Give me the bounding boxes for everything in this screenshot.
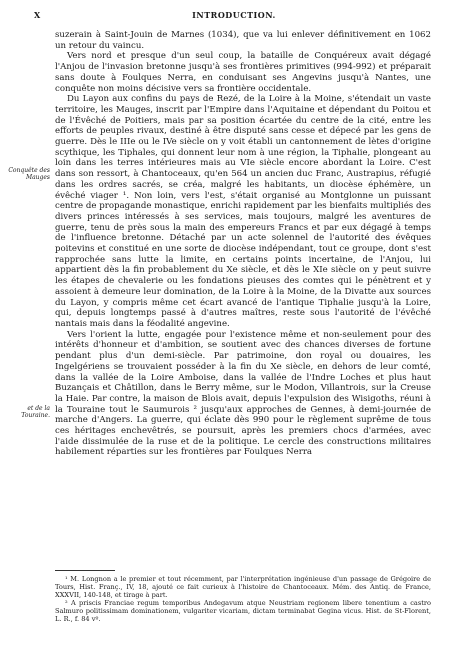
margin-note-mauges: Conquête des Mauges [8,167,50,181]
paragraph: Du Layon aux confins du pays de Rezé, de la Loire à la Moine, s'étendait un vaste territoire, les Mauges, inscrit par l'Empire dans l'Aquitaine et dépendant du Poitou et de l'Évêché de Poitiers, mais par sa position écartée du centre de la cité, entre les efforts de peuples rivaux, destiné à être disputé sans cesse et dépecé par les gens de guerre. Dès le IIIe ou le IVe siècle on y voit établi un cantonnement de lètes d'origine scythique, les Tiphales, qui donnent leur nom à une région, la Tiphalie, plongeant au loin dans les terres intérieures mais au VIe siècle encore abordant la Loire. C'est dans son ressort, à Chantoceaux, qu'en 564 un ancien duc Franc, Austrapius, réfugié dans les ordres sacrés, se créa, malgré les habitants, un diocèse éphémère, un évêché viager ¹. Non loin, vers l'est, s'était organisé au Montglonne un puissant centre de propagande monastique, enrichi rapidement par les bienfaits multipliés des divers princes intéressés à ses services, mais toujours, malgré les aventures de guerre, tenu de près sous la main des empereurs Francs et par eux dégagé à temps de l'influence bretonne. Détaché par un acte solennel de l'autorité des évêques poitevins et constitué en une sorte de diocèse indépendant, tout ce groupe, dont s'est rapprochée sans lutte la limite, en certains points incertaine, de l'Anjou, lui appartient dès la fin probablement du Xe siècle, et dès le XIe siècle on y peut suivre les étapes de chevalerie ou les fondations pieuses des comtes qui le pénètrent et y assoient à demeure leur domination, de la Loire à la Moine, de la Divatte aux sources du Layon, y compris même cet écart avancé de l'antique Tiphalie jusqu'à la Loire, qui, depuis longtemps passé à d'autres maîtres, reste sous l'autorité de l'évêché nantais mais dans la féodalité angevine. [55,94,431,329]
footnote: ¹ M. Longnon a le premier et tout récemment, par l'interprétation ingénieuse d'un passage de Grégoire de Tours, Hist. Franç., IV, 18, ajouté ce fait curieux à l'histoire de Chantoceaux. Mém. des Antiq. de France, XXXVII, 140-148, et tirage à part. [55,575,431,600]
margin-note-touraine: et de la Touraine. [21,405,50,419]
running-title: INTRODUCTION. [192,10,276,20]
main-text [55,30,431,458]
running-header [34,10,434,22]
footnote: ² A priscis Franciae regum temporibus Andegavum atque Neustriam regionem libere tenentium a castro Salmuro politissimam dominationem, vulgariter vicariam, dictam terminabat Gegina vicus. Hist. de St-Florent, L. R., f. 84 vº. [55,599,431,624]
paragraph: suzerain à Saint-Jouin de Marnes (1034), que va lui enlever définitivement en 1062 un retour du vaincu. [55,30,431,51]
paragraph: Vers nord et presque d'un seul coup, la bataille de Conquéreux avait dégagé l'Anjou de l'invasion bretonne jusqu'à ses frontières primitives (994-992) et préparait sans doute à Foulques Nerra, en conduisant ses Angevins jusqu'à Nantes, une conquête non moins décisive vers sa frontière occidentale. [55,51,431,94]
footnotes [55,575,431,624]
paragraph: Vers l'orient la lutte, engagée pour l'existence même et non-seulement pour des intérêts d'honneur et d'ambition, se soutient avec des chances diverses de fortune pendant plus d'un demi-siècle. Par patrimoine, don royal ou douaires, les Ingelgériens se trouvaient posséder à la fin du Xe siècle, en dehors de leur comté, dans la vallée de la Loire Amboise, dans la vallée de l'Indre Loches et plus haut Buzançais et Châtillon, dans le Berry même, sur le Modon, Villantrois, sur la Creuse la Haie. Par contre, la maison de Blois avait, depuis l'expulsion des Wisigoths, réuni à la Touraine tout le Saumurois ² jusqu'aux approches de Gennes, à demi-journée de marche d'Angers. La guerre, qui éclate dès 990 pour le règlement suprême de tous ces héritages enchevêtrés, se poursuit, après les premiers chocs d'armées, avec l'aide dissimulée de la ruse et de la politique. Le cercle des constructions militaires habilement réparties sur les frontières par Foulques Nerra [55,329,431,458]
page-number: X [34,10,41,20]
footnote-rule [55,570,115,571]
